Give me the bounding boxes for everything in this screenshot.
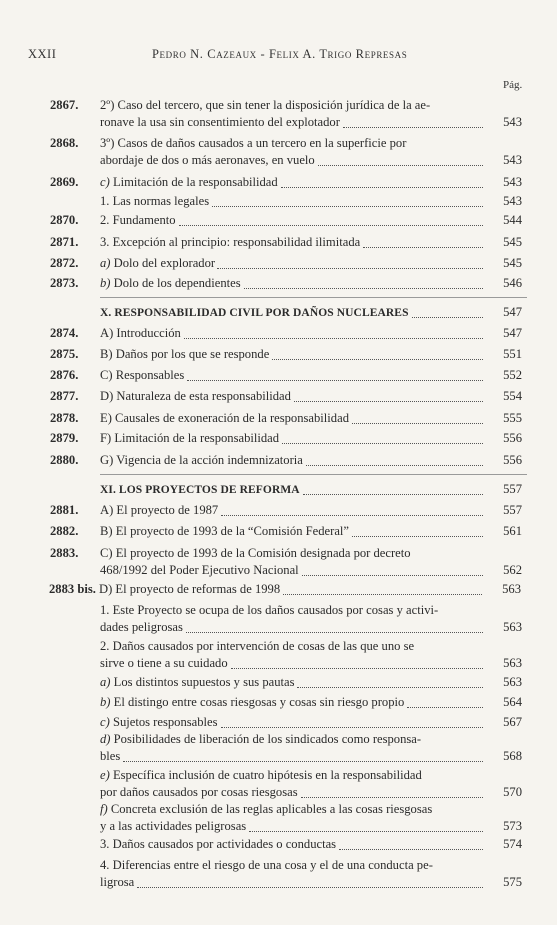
page-number: 567 <box>503 715 522 729</box>
page-number: 568 <box>503 749 522 763</box>
entry-line: 3. Daños causados por actividades o conductas <box>100 837 337 851</box>
page-numeral: XXII <box>28 47 57 61</box>
entry-text <box>100 801 486 835</box>
page-number: 564 <box>503 695 522 709</box>
entry-text <box>100 193 486 210</box>
leader-dots <box>363 247 483 248</box>
leader-dots <box>281 187 483 188</box>
entry-line: a) Los distintos supuestos y sus pautas <box>100 675 295 689</box>
running-head-authors: Pedro N. Cazeaux - Felix A. Trigo Represas <box>152 47 408 61</box>
entry-text <box>100 212 486 229</box>
page-number: 561 <box>503 524 522 538</box>
leader-dots <box>343 127 483 128</box>
entry-line: y a las actividades peligrosas <box>100 819 247 833</box>
leader-dots <box>339 849 483 850</box>
entry-number: 2871. <box>50 235 79 249</box>
page-number: 563 <box>503 675 522 689</box>
entry-line: C) El proyecto de 1993 de la Comisión designada por decreto <box>100 546 411 560</box>
entry-number: 2880. <box>50 453 79 467</box>
entry-text <box>100 502 486 519</box>
entry-line: C) Responsables <box>100 368 185 382</box>
page-number: 547 <box>503 305 522 319</box>
entry-number: 2872. <box>50 256 79 270</box>
entry-line: D) El proyecto de reformas de 1998 <box>99 582 281 596</box>
leader-dots <box>249 831 483 832</box>
page-column-label: Pág. <box>503 79 523 91</box>
page-number: 543 <box>503 153 522 167</box>
entry-text <box>100 731 486 765</box>
page-number: 551 <box>503 347 522 361</box>
entry-line: ligrosa <box>100 875 135 889</box>
entry-text <box>100 174 486 191</box>
page-number: 545 <box>503 235 522 249</box>
entry-line: 2. Daños causados por intervención de cosas de las que uno se <box>100 639 415 653</box>
entry-text <box>100 410 486 427</box>
entry-line: F) Limitación de la responsabilidad <box>100 431 280 445</box>
leader-dots <box>302 575 483 576</box>
leader-dots <box>187 380 483 381</box>
entry-line: 4. Diferencias entre el riesgo de una cosa y el de una conducta pe- <box>100 858 433 872</box>
entry-number: 2875. <box>50 347 79 361</box>
entry-number: 2883 bis. <box>49 582 96 596</box>
page-number: 554 <box>503 389 522 403</box>
entry-text <box>100 304 486 321</box>
entry-text <box>99 581 485 598</box>
entry-line: dades peligrosas <box>100 620 183 634</box>
entry-line: ronave la usa sin consentimiento del explotador <box>100 115 340 129</box>
page-number: 552 <box>503 368 522 382</box>
page-number: 543 <box>503 175 522 189</box>
entry-number: 2878. <box>50 411 79 425</box>
entry-line: por daños causados por cosas riesgosas <box>100 785 298 799</box>
entry-line: e) Específica inclusión de cuatro hipótesis en la responsabilidad <box>100 768 422 782</box>
page-number: 543 <box>503 194 522 208</box>
leader-dots <box>186 632 483 633</box>
leader-dots <box>184 338 483 339</box>
page-number: 563 <box>503 620 522 634</box>
leader-dots <box>123 761 483 762</box>
page-number: 570 <box>503 785 522 799</box>
entry-text <box>100 674 486 691</box>
entry-line: b) Dolo de los dependientes <box>100 276 241 290</box>
entry-text <box>100 367 486 384</box>
entry-text <box>100 234 486 251</box>
entry-line: a) Dolo del explorador <box>100 256 216 270</box>
page-number: 563 <box>503 656 522 670</box>
page-number: 545 <box>503 256 522 270</box>
entry-line: X. RESPONSABILIDAD CIVIL POR DAÑOS NUCLEARES <box>100 307 409 319</box>
entry-line: c) Limitación de la responsabilidad <box>100 175 278 189</box>
entry-line: 2. Fundamento <box>100 213 176 227</box>
leader-dots <box>407 707 483 708</box>
entry-text <box>100 346 486 363</box>
leader-dots <box>221 515 483 516</box>
entry-number: 2877. <box>50 389 79 403</box>
entry-number: 2881. <box>50 503 79 517</box>
leader-dots <box>221 727 483 728</box>
leader-dots <box>137 887 483 888</box>
entry-number: 2879. <box>50 431 79 445</box>
entry-line: B) El proyecto de 1993 de la “Comisión Federal” <box>100 524 350 538</box>
entry-text <box>100 430 486 447</box>
entry-text <box>100 135 486 169</box>
page-number: 544 <box>503 213 522 227</box>
entry-line: bles <box>100 749 121 763</box>
entry-line: XI. LOS PROYECTOS DE REFORMA <box>100 484 300 496</box>
leader-dots <box>303 494 483 495</box>
page-number: 573 <box>503 819 522 833</box>
entry-text <box>100 767 486 801</box>
page-number: 556 <box>503 453 522 467</box>
entry-text <box>100 638 486 672</box>
entry-number: 2876. <box>50 368 79 382</box>
entry-text <box>100 694 486 711</box>
entry-number: 2867. <box>50 98 79 112</box>
leader-dots <box>244 288 483 289</box>
entry-number: 2882. <box>50 524 79 538</box>
entry-line: b) El distingo entre cosas riesgosas y cosas sin riesgo propio <box>100 695 405 709</box>
entry-number: 2868. <box>50 136 79 150</box>
page-number: 575 <box>503 875 522 889</box>
page-number: 547 <box>503 326 522 340</box>
page-number: 556 <box>503 431 522 445</box>
leader-dots <box>352 423 483 424</box>
entry-text <box>100 255 486 272</box>
entry-line: sirve o tiene a su cuidado <box>100 656 228 670</box>
leader-dots <box>272 359 483 360</box>
leader-dots <box>231 668 483 669</box>
entry-text <box>100 857 486 891</box>
entry-number: 2883. <box>50 546 79 560</box>
entry-number: 2874. <box>50 326 79 340</box>
leader-dots <box>294 401 483 402</box>
leader-dots <box>282 443 483 444</box>
page-number: 574 <box>503 837 522 851</box>
leader-dots <box>179 225 483 226</box>
entry-text <box>100 481 486 498</box>
entry-number: 2870. <box>50 213 79 227</box>
leader-dots <box>306 465 483 466</box>
entry-line: d) Posibilidades de liberación de los sindicados como responsa- <box>100 732 422 746</box>
entry-line: A) El proyecto de 1987 <box>100 503 219 517</box>
entry-text <box>100 545 486 579</box>
entry-number: 2869. <box>50 175 79 189</box>
entry-line: 1. Este Proyecto se ocupa de los daños causados por cosas y activi- <box>100 603 439 617</box>
page-number: 555 <box>503 411 522 425</box>
leader-dots <box>412 317 483 318</box>
entry-line: 2º) Caso del tercero, que sin tener la disposición jurídica de la ae- <box>100 98 431 112</box>
entry-number: 2873. <box>50 276 79 290</box>
page-number: 557 <box>503 482 522 496</box>
entry-line: G) Vigencia de la acción indemnizatoria <box>100 453 303 467</box>
entry-text <box>100 452 486 469</box>
entry-line: c) Sujetos responsables <box>100 715 218 729</box>
entry-line: D) Naturaleza de esta responsabilidad <box>100 389 291 403</box>
leader-dots <box>301 797 483 798</box>
leader-dots <box>318 165 483 166</box>
entry-line: 3. Excepción al principio: responsabilidad ilimitada <box>100 235 361 249</box>
entry-text <box>100 275 486 292</box>
entry-text <box>100 97 486 131</box>
entry-text <box>100 325 486 342</box>
leader-dots <box>283 594 482 595</box>
entry-line: 1. Las normas legales <box>100 194 210 208</box>
entry-text <box>100 836 486 853</box>
entry-text <box>100 714 486 731</box>
entry-text <box>100 523 486 540</box>
leader-dots <box>212 206 483 207</box>
entry-line: E) Causales de exoneración de la responsabilidad <box>100 411 349 425</box>
entry-text <box>100 602 486 636</box>
section-divider <box>100 474 527 475</box>
page-number: 543 <box>503 115 522 129</box>
page-number: 562 <box>503 563 522 577</box>
entry-line: 3º) Casos de daños causados a un tercero en la superficie por <box>100 136 407 150</box>
section-divider <box>100 297 527 298</box>
leader-dots <box>217 268 483 269</box>
entry-line: 468/1992 del Poder Ejecutivo Nacional <box>100 563 299 577</box>
page-number: 563 <box>502 582 521 596</box>
leader-dots <box>297 687 483 688</box>
leader-dots <box>352 536 483 537</box>
entry-line: abordaje de dos o más aeronaves, en vuelo <box>100 153 315 167</box>
page-number: 557 <box>503 503 522 517</box>
entry-line: A) Introducción <box>100 326 181 340</box>
page-number: 546 <box>503 276 522 290</box>
entry-line: B) Daños por los que se responde <box>100 347 270 361</box>
entry-line: f) Concreta exclusión de las reglas aplicables a las cosas riesgosas <box>100 802 433 816</box>
entry-text <box>100 388 486 405</box>
